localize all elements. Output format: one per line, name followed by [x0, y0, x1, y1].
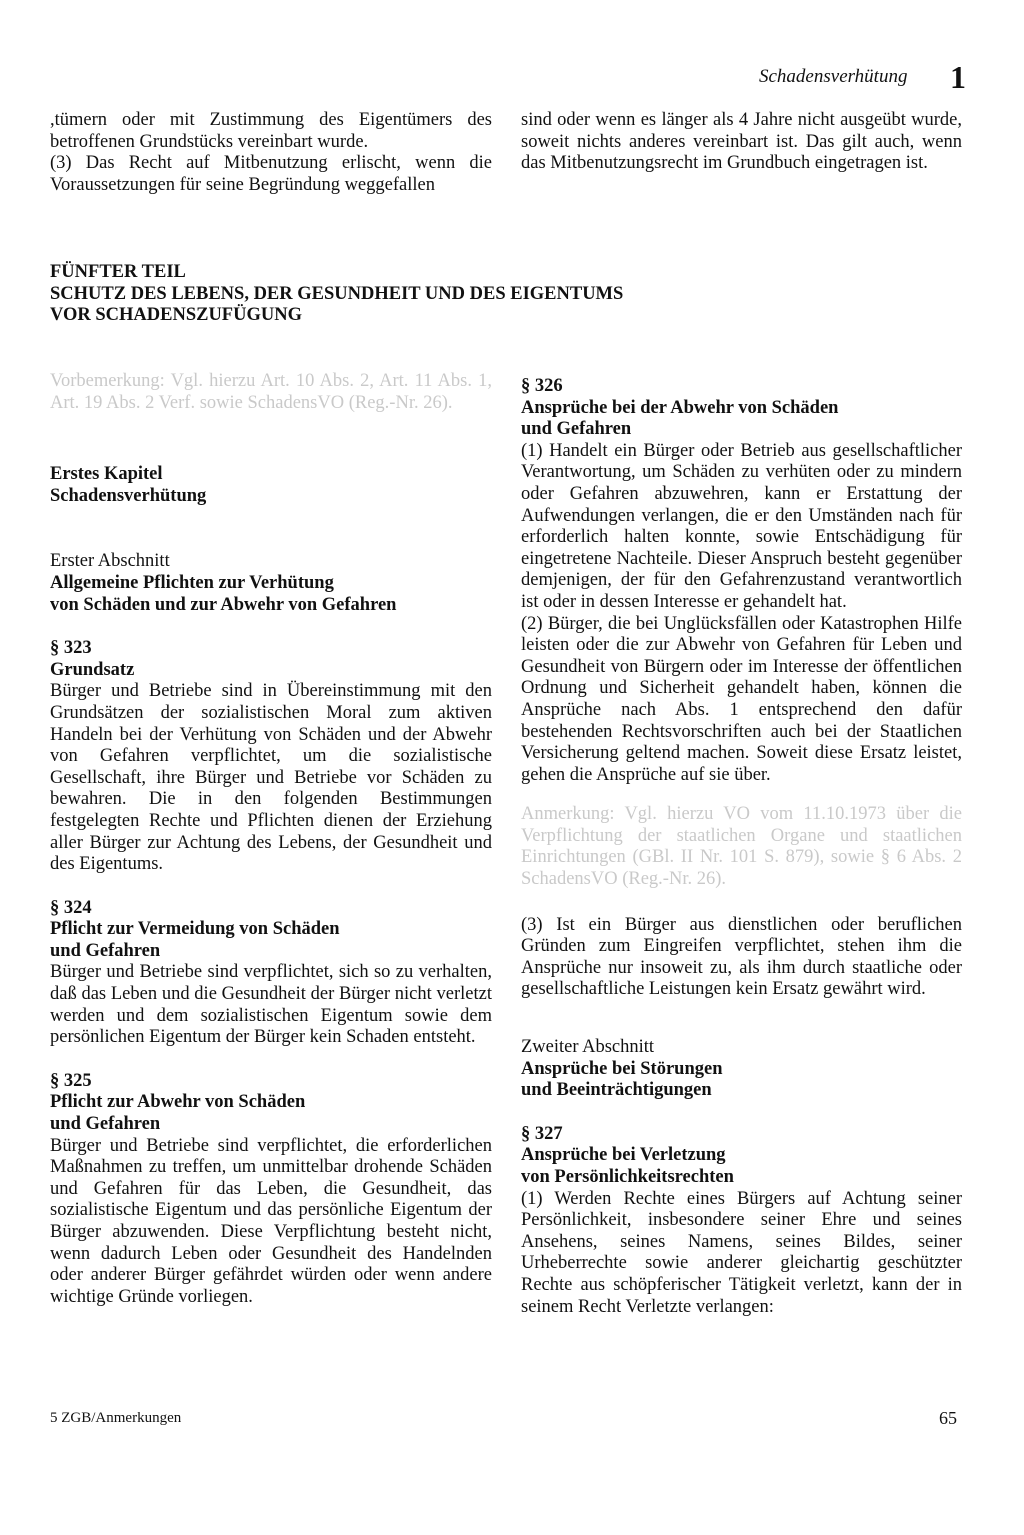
- vorbemerkung-note: Vorbemerkung: Vgl. hierzu Art. 10 Abs. 2, Art. 11 Abs. 1, Art. 19 Abs. 2 Verf. sowie SchadensVO (Reg.-Nr. 26).: [50, 371, 492, 413]
- paragraph-323: [50, 638, 492, 876]
- top-right-column: [521, 110, 962, 175]
- section-number-label: Zweiter Abschnitt: [521, 1037, 655, 1058]
- paragraph-title: Grundsatz: [50, 659, 135, 680]
- top-left-column: [50, 110, 492, 196]
- paragraph-text: Bürger und Betriebe sind verpflichtet, die erforderlichen Maßnahmen zu treffen, um unmittelbar drohende Schäden und Gefahren für das Leben, die Gesundheit, das sozialistische Eigentum und das persönliche Eigentum der Bürger abzuwenden. Diese Verpflichtung besteht nicht, wenn dadurch Leben oder Gesundheit des Handelnden oder anderer Bürger gefährdet würden oder wenn andere wichtige Gründe vorliegen.: [50, 1135, 492, 1307]
- paragraph-327: [521, 1124, 962, 1318]
- paragraph-number: § 325: [50, 1070, 92, 1091]
- paragraph-text-1: (1) Handelt ein Bürger oder Betrieb aus gesellschaftlicher Verantwortung, um Schäden zu verhüten oder zu mindern oder Gefahren abzuwehren, kann er Erstattung der Aufwendungen verlangen, die er den Umständen nach für erforderlich halten konnte, sowie Entschädigung für eingetretene Nachteile. Dieser Anspruch besteht gegenüber demjenigen, der für den Gefahrenzustand verantwortlich ist oder in dessen Interesse er gehandelt hat.: [521, 440, 962, 612]
- paragraph-text: Bürger und Betriebe sind verpflichtet, sich so zu verhalten, daß das Leben und die Gesundheit der Bürger nicht verletzt werden und dem sozialistischen Eigentum sowie dem persönlichen Eigentum der Bürger kein Schaden entsteht.: [50, 962, 492, 1048]
- right-column: [521, 376, 962, 1318]
- continued-paragraph: ,tümern oder mit Zustimmung des Eigentümers des betroffenen Grundstücks vereinbart wurde.: [50, 110, 492, 152]
- paragraph-text: Bürger und Betriebe sind in Übereinstimmung mit den Grundsätzen der sozialistischen Moral zum aktiven Handeln bei der Verhütung von Schäden und der Abwehr von Gefahren verpflichtet, um die sozialistische Gesellschaft, ihre Bürger und Betriebe vor Schäden zu bewahren. Die in den folgenden Bestimmungen festgelegten Rechte und Pflichten dienen der Erziehung aller Bürger zur Achtung des Lebens, der Gesundheit und des Eigentums.: [50, 681, 492, 875]
- paragraph-325: [50, 1071, 492, 1309]
- section-title-line-2: von Schäden und zur Abwehr von Gefahren: [50, 594, 397, 615]
- part-number: FÜNFTER TEIL: [50, 262, 186, 282]
- section-title-line-1: Ansprüche bei Störungen: [521, 1058, 723, 1079]
- part-heading: [50, 262, 750, 327]
- section-number-label: Erster Abschnitt: [50, 551, 170, 572]
- paragraph-text-2: (2) Bürger, die bei Unglücksfällen oder Katastrophen Hilfe leisten oder die zur Abwehr von Gefahren für Leben und Gesundheit von Bürgern oder im Interesse der öffentlichen Ordnung und Sicherheit gehandelt haben, können die Ansprüche nach Abs. 1 entsprechend den dafür bestehenden Rechtsvorschriften auch bei der Staatlichen Versicherung geltend machen. Soweit diese Ersatz leistet, gehen die Ansprüche auf sie über.: [521, 613, 962, 785]
- paragraph-title-line-1: Pflicht zur Abwehr von Schäden: [50, 1092, 306, 1113]
- paragraph-title-line-2: von Persönlichkeitsrechten: [521, 1167, 734, 1187]
- chapter-title: Schadensverhütung: [50, 485, 207, 506]
- paragraph-title-line-2: und Gefahren: [50, 1114, 161, 1135]
- section-title-line-1: Allgemeine Pflichten zur Verhütung: [50, 572, 334, 593]
- paragraph-title-line-1: Pflicht zur Vermeidung von Schäden: [50, 919, 340, 940]
- paragraph-text: (1) Werden Rechte eines Bürgers auf Achtung seiner Persönlichkeit, insbesondere seiner Ehre und seines Ansehens, seines Namens, seines Bildes, seiner Urheberrechte sowie anderer gleichartig geschützter Rechte aus schöpferischer Tätigkeit verletzt, kann der in seinem Recht Verletzte verlangen:: [521, 1188, 962, 1317]
- part-title-line-2: VOR SCHADENSZUFÜGUNG: [50, 305, 302, 326]
- paragraph-number: § 323: [50, 638, 92, 659]
- chapter-number: 1: [950, 59, 966, 95]
- chapter-number-label: Erstes Kapitel: [50, 464, 163, 485]
- left-column: [50, 371, 492, 1308]
- paragraph-3: (3) Das Recht auf Mitbenutzung erlischt, wenn die Voraussetzungen für seine Begründung weggefallen: [50, 153, 492, 195]
- paragraph-title-line-1: Ansprüche bei Verletzung: [521, 1145, 726, 1166]
- paragraph-title-line-2: und Gefahren: [521, 419, 632, 440]
- paragraph-number: § 327: [521, 1123, 563, 1144]
- printer-signature: 5 ZGB/Anmerkungen: [50, 1410, 182, 1426]
- section-title-line-2: und Beeinträchtigungen: [521, 1080, 712, 1101]
- paragraph-number: § 324: [50, 897, 92, 918]
- paragraph-324: [50, 898, 492, 1049]
- section-heading-2: [521, 1037, 962, 1102]
- section-heading: [50, 551, 492, 616]
- anmerkung-note: Anmerkung: Vgl. hierzu VO vom 11.10.1973 über die Verpflichtung der staatlichen Organe und staatlichen Einrichtungen (GBl. II Nr. 101 S. 879), sowie § 6 Abs. 2 SchadensVO (Reg.-Nr. 26).: [521, 804, 962, 890]
- continued-paragraph: sind oder wenn es länger als 4 Jahre nicht ausgeübt wurde, soweit nichts anderes vereinbart ist. Das gilt auch, wenn das Mitbenutzungsrecht im Grundbuch eingetragen ist.: [521, 110, 962, 174]
- paragraph-title-line-2: und Gefahren: [50, 940, 161, 961]
- running-header-title: Schadensverhütung: [759, 66, 908, 87]
- page-number: 65: [939, 1408, 957, 1428]
- part-title-line-1: SCHUTZ DES LEBENS, DER GESUNDHEIT UND DES EIGENTUMS: [50, 283, 624, 304]
- paragraph-number: § 326: [521, 376, 563, 396]
- paragraph-326: [521, 376, 962, 1001]
- paragraph-text-3: (3) Ist ein Bürger aus dienstlichen oder beruflichen Gründen zum Eingreifen verpflichtet, stehen ihm die Ansprüche nur insoweit zu, als ihm durch staatliche oder gesellschaftliche Leistungen kein Ersatz gewährt wird.: [521, 914, 962, 1000]
- chapter-heading: [50, 464, 492, 507]
- paragraph-title-line-1: Ansprüche bei der Abwehr von Schäden: [521, 397, 839, 418]
